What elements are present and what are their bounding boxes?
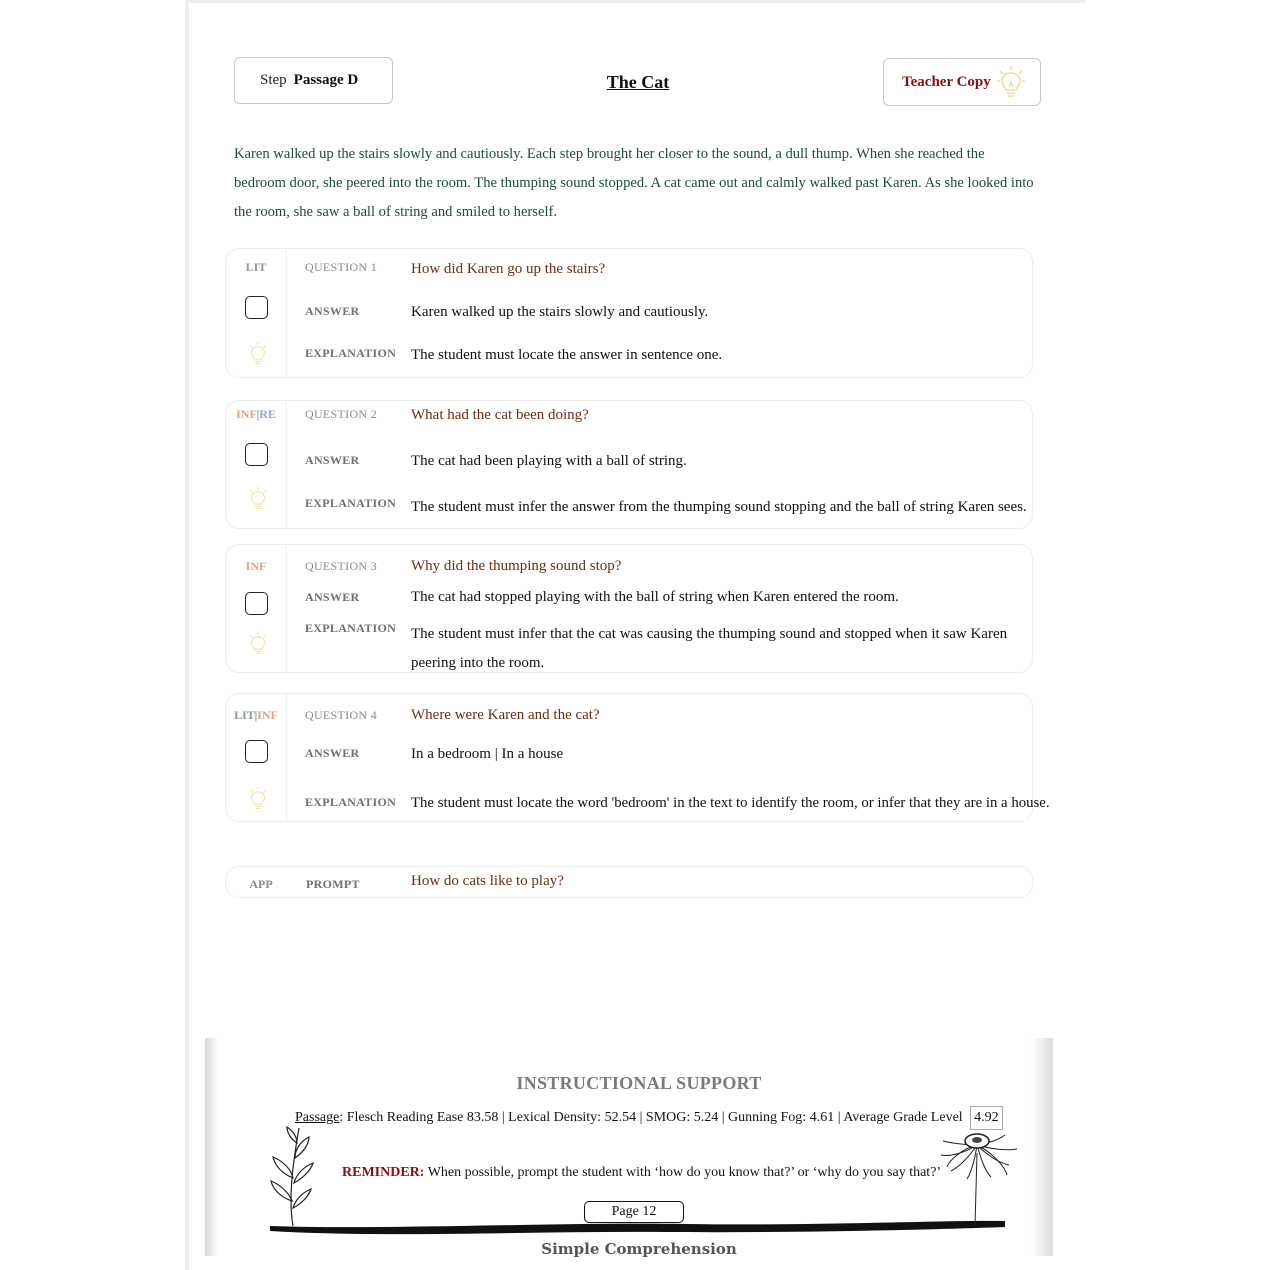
lightbulb-icon bbox=[247, 486, 269, 512]
leaf-sprig-illustration bbox=[265, 1123, 325, 1228]
explanation-label: EXPLANATION bbox=[305, 496, 397, 510]
question-tags: INF|RE bbox=[236, 407, 276, 421]
support-title: INSTRUCTIONAL SUPPORT bbox=[516, 1073, 762, 1093]
question-text: What had the cat been doing? bbox=[411, 407, 589, 423]
reading-passage: Karen walked up the stairs slowly and cautiously. Each step brought her closer to the sound, a dull thump. When she reached the bedroom door, she peered into the room. The thumping sound stopped. A cat came out and calmly walked past Karen. As she looked into the room, she saw a ball of string and smiled to herself. bbox=[234, 146, 1034, 220]
question-text: Why did the thumping sound stop? bbox=[411, 558, 622, 574]
checkbox[interactable] bbox=[245, 443, 268, 466]
explanation-label: EXPLANATION bbox=[305, 621, 397, 635]
prompt-text: How do cats like to play? bbox=[411, 873, 564, 889]
daisy-flower-illustration bbox=[935, 1123, 1025, 1228]
answer-label: ANSWER bbox=[305, 304, 360, 318]
question-number: QUESTION 4 bbox=[305, 708, 377, 722]
checkbox[interactable] bbox=[245, 740, 268, 763]
checkbox[interactable] bbox=[245, 296, 268, 319]
metrics-text: : Flesch Reading Ease 83.58 | Lexical Density: 52.54 | SMOG: 5.24 | Gunning Fog: 4.61 | Average Grade Level bbox=[339, 1110, 963, 1125]
explanation-text: The student must locate the answer in sentence one. bbox=[411, 347, 723, 363]
lightbulb-icon bbox=[996, 65, 1026, 101]
answer-label: ANSWER bbox=[305, 453, 360, 467]
instructional-support bbox=[205, 1038, 1053, 1256]
answer-label: ANSWER bbox=[305, 746, 360, 760]
reminder-text: When possible, prompt the student with ‘how do you know that?’ or ‘why do you say that?’ bbox=[427, 1165, 942, 1180]
explanation-text: The student must infer that the cat was causing the thumping sound and stopped when it saw Karen peering into the room. bbox=[411, 626, 1008, 671]
answer-text: Karen walked up the stairs slowly and cautiously. bbox=[411, 304, 709, 320]
application-prompt-card bbox=[225, 866, 1033, 898]
question-text: How did Karen go up the stairs? bbox=[411, 261, 606, 277]
answer-text: The cat had stopped playing with the ball of string when Karen entered the room. bbox=[411, 589, 899, 605]
page-title: The Cat bbox=[606, 72, 670, 92]
question-card-1 bbox=[225, 248, 1033, 378]
page-top-edge bbox=[189, 0, 1085, 3]
question-number: QUESTION 2 bbox=[305, 407, 377, 421]
step-box bbox=[234, 57, 393, 104]
checkbox[interactable] bbox=[245, 592, 268, 615]
footer-title: Simple Comprehension bbox=[541, 1240, 737, 1258]
question-tags: LIT bbox=[245, 260, 267, 274]
answer-text: The cat had been playing with a ball of string. bbox=[411, 453, 687, 469]
answer-text: In a bedroom | In a house bbox=[411, 746, 564, 762]
question-number: QUESTION 1 bbox=[305, 260, 377, 274]
lightbulb-icon bbox=[247, 786, 269, 812]
readability-metrics bbox=[295, 1106, 1003, 1130]
question-number: QUESTION 3 bbox=[305, 559, 377, 573]
question-tags: INF bbox=[245, 559, 267, 573]
question-card-3 bbox=[225, 544, 1033, 673]
question-tags: LIT|INF bbox=[234, 708, 278, 722]
question-card-2 bbox=[225, 400, 1033, 529]
reminder-label: REMINDER: bbox=[342, 1165, 425, 1180]
teacher-copy-box bbox=[883, 58, 1041, 106]
prompt-label: PROMPT bbox=[306, 877, 360, 891]
explanation-text: The student must infer the answer from the thumping sound stopping and the ball of string Karen sees. bbox=[411, 499, 1027, 515]
lightbulb-icon bbox=[247, 341, 269, 367]
page-number: Page 12 bbox=[584, 1201, 684, 1223]
teacher-copy-label: Teacher Copy bbox=[902, 73, 991, 90]
lightbulb-icon bbox=[247, 631, 269, 657]
app-tag: APP bbox=[249, 877, 273, 891]
passage-label: Passage bbox=[295, 1110, 340, 1125]
explanation-text: The student must locate the word 'bedroom' in the text to identify the room, or infer that they are in a house. bbox=[411, 795, 1050, 811]
question-card-4 bbox=[225, 693, 1050, 822]
question-text: Where were Karen and the cat? bbox=[411, 707, 600, 723]
explanation-label: EXPLANATION bbox=[305, 795, 397, 809]
step-label: Step bbox=[260, 72, 287, 88]
answer-label: ANSWER bbox=[305, 590, 360, 604]
step-value: Passage D bbox=[293, 72, 359, 88]
reminder bbox=[342, 1165, 941, 1181]
page-edge bbox=[185, 0, 189, 1270]
explanation-label: EXPLANATION bbox=[305, 346, 397, 360]
grade-level-value: 4.92 bbox=[970, 1106, 1003, 1130]
